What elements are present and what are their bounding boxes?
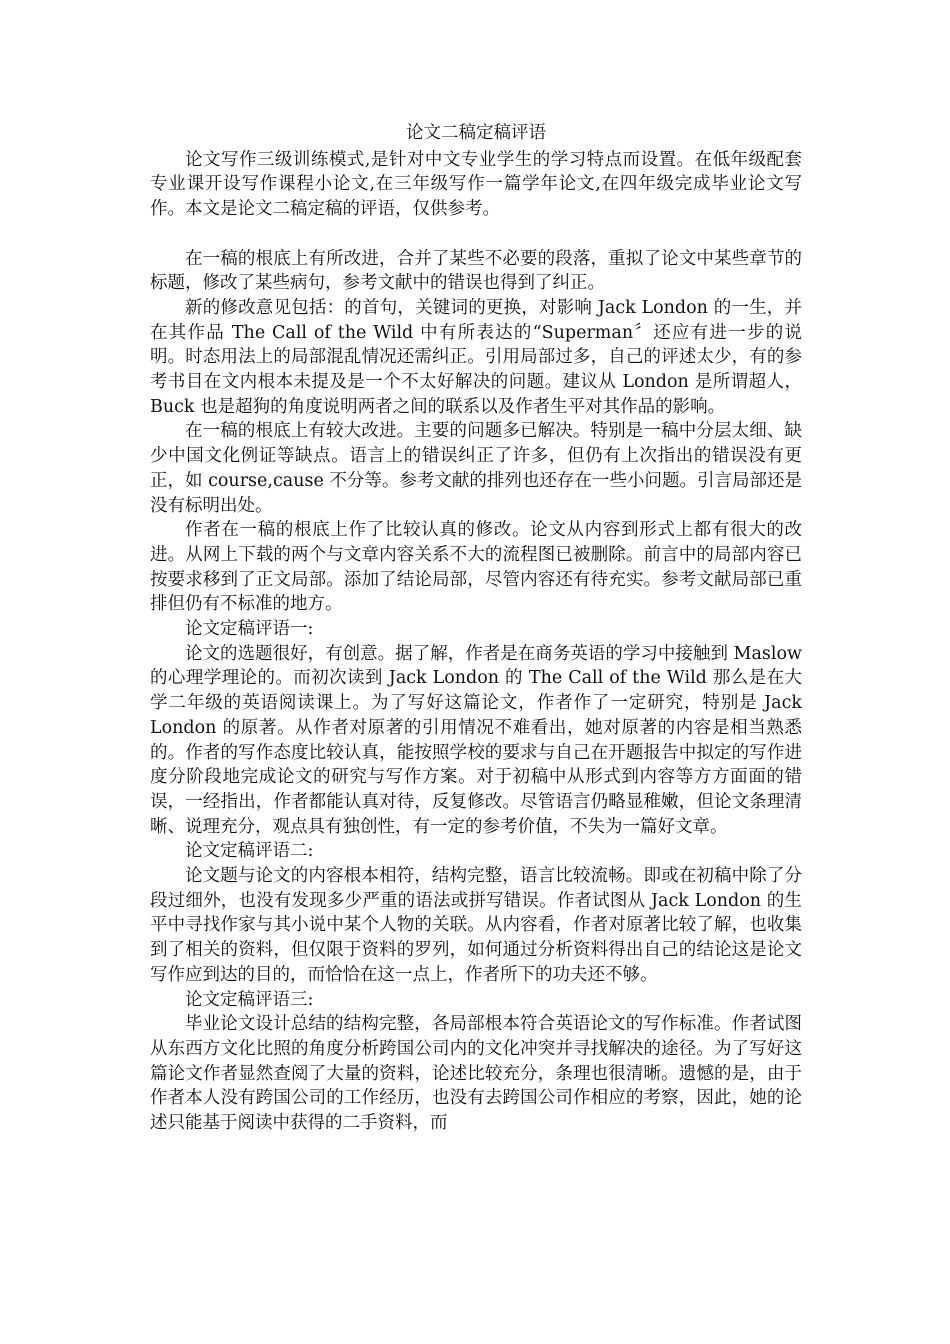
- section-heading-3: 论文定稿评语三:: [185, 989, 314, 1010]
- comment-paragraph-3: 在一稿的根底上有较大改进。主要的问题多已解决。特别是一稿中分层太细、缺少中国文化例证等缺点。语言上的错误纠正了许多，但仍有上次指出的错误没有更正，如 course,cause 不分等。参考文献的排列也还存在一些小问题。引言局部还是没有标明出处。: [150, 421, 802, 516]
- document-title: 论文二稿定稿评语: [406, 123, 546, 143]
- blank-line: [150, 222, 802, 247]
- comment-paragraph-4: 作者在一稿的根底上作了比较认真的修改。论文从内容到形式上都有很大的改进。从网上下载的两个与文章内容关系不大的流程图已被删除。前言中的局部内容已按要求移到了正文局部。添加了结论局部，尽管内容还有待充实。参考文献局部已重排但仍有不标准的地方。: [150, 520, 802, 615]
- comment-paragraph-1: 在一稿的根底上有所改进，合并了某些不必要的段落，重拟了论文中某些章节的标题，修改了某些病句，参考文献中的错误也得到了纠正。: [150, 248, 802, 294]
- section-heading-2: 论文定稿评语二:: [185, 841, 314, 862]
- comment-paragraph-6: 论文题与论文的内容根本相符，结构完整，语言比较流畅。即或在初稿中除了分段过细外，也没有发现多少严重的语法或拼写错误。作者试图从 Jack London 的生平中寻找作家与其小说中某个人物的关联。从内容看，作者对原著比较了解，也收集到了相关的资料，但仅限于资料的罗列，如何通过分析资料得出自己的结论这是论文写作应到达的目的，而恰恰在这一点上，作者所下的功夫还不够。: [150, 866, 802, 985]
- section-heading-1: 论文定稿评语一:: [185, 619, 314, 640]
- document-page: [150, 121, 802, 1136]
- comment-paragraph-7: 毕业论文设计总结的结构完整，各局部根本符合英语论文的写作标准。作者试图从东西方文化比照的角度分析跨国公司内的文化冲突并寻找解决的途径。为了写好这篇论文作者显然查阅了大量的资料，论述比较充分，条理也很清晰。遗憾的是，由于作者本人没有跨国公司的工作经历，也没有去跨国公司作相应的考察，因此，她的论述只能基于阅读中获得的二手资料，而: [150, 1014, 802, 1134]
- intro-paragraph: 论文写作三级训练模式,是针对中文专业学生的学习特点而设置。在低年级配套专业课开设写作课程小论文,在三年级写作一篇学年论文,在四年级完成毕业论文写作。本文是论文二稿定稿的评语，仅供参考。: [150, 149, 802, 220]
- comment-paragraph-2: 新的修改意见包括：的首句，关键词的更换，对影响 Jack London 的一生，并在其作品 The Call of the Wild 中有所表达的“Superman〞还应有进一步的说明。时态用法上的局部混乱情况还需纠正。引用局部过多，自己的评述太少，有的参考书目在文内根本未提及是一个不太好解决的问题。建议从 London 是所谓超人，Buck 也是超狗的角度说明两者之间的联系以及作者生平对其作品的影响。: [150, 297, 802, 417]
- comment-paragraph-5: 论文的选题很好，有创意。据了解，作者是在商务英语的学习中接触到 Maslow 的心理学理论的。而初次读到 Jack London 的 The Call of the Wild 那么是在大学二年级的英语阅读课上。为了写好这篇论文，作者作了一定研究，特别是 Jack London 的原著。从作者对原著的引用情况不难看出，她对原著的内容是相当熟悉的。作者的写作态度比较认真，能按照学校的要求与自己在开题报告中拟定的写作进度分阶段地完成论文的研究与写作方案。对于初稿中从形式到内容等方方面面的错误，一经指出，作者都能认真对待，反复修改。尽管语言仍略显稚嫩，但论文条理清晰、说理充分，观点具有独创性，有一定的参考价值，不失为一篇好文章。: [150, 643, 802, 837]
